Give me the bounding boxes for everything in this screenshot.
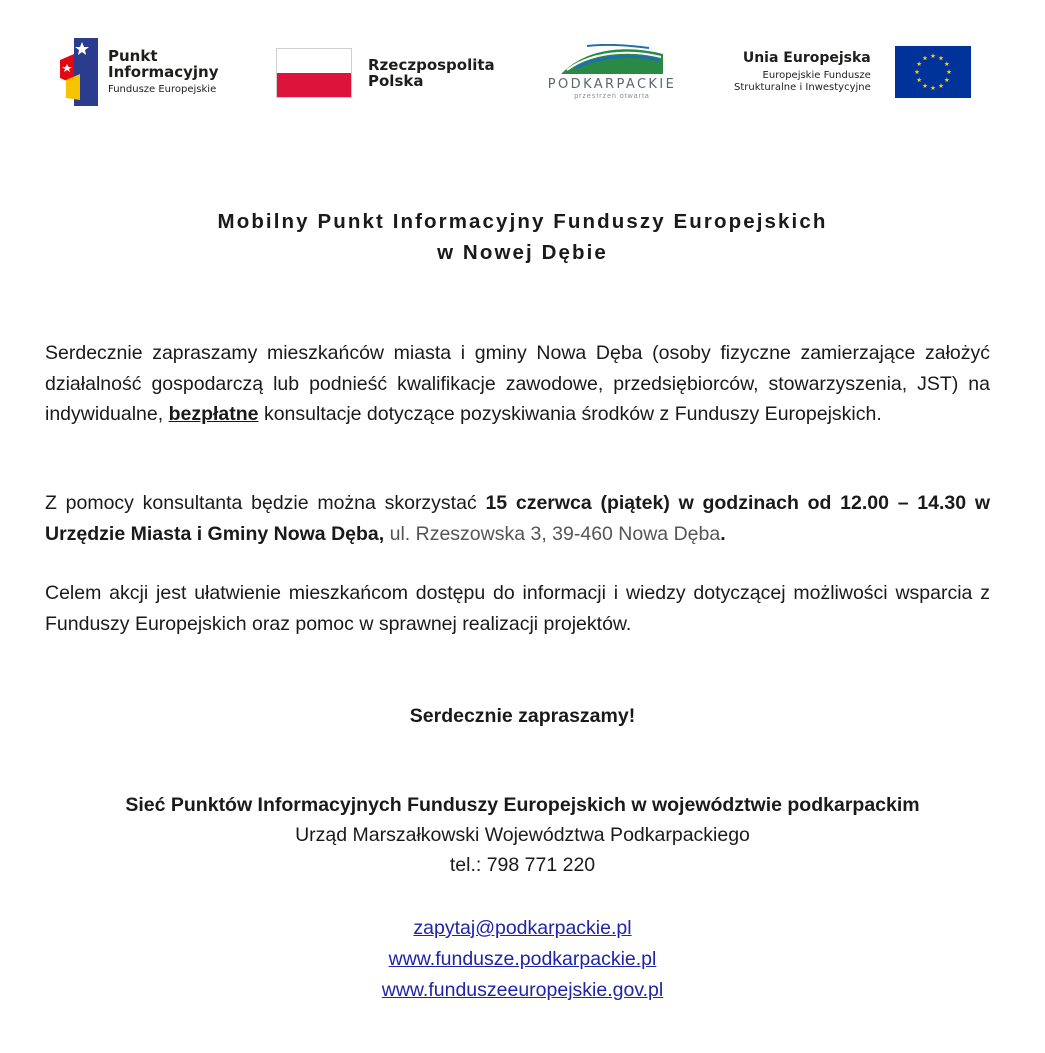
closing-invitation: Serdecznie zapraszamy! xyxy=(409,705,636,727)
unia-europejska-text xyxy=(734,50,871,94)
contact-footer xyxy=(0,790,1045,880)
unia-europejska-label: Unia Europejska xyxy=(742,50,871,67)
strukturalne-label: Strukturalne i Inwestycyjne xyxy=(734,81,871,93)
schedule-end-dot: . xyxy=(720,522,726,545)
polska-label: Polska xyxy=(368,72,424,90)
europejskie-fundusze-label: Europejskie Fundusze xyxy=(762,69,871,81)
email-link[interactable]: zapytaj@podkarpackie.pl xyxy=(413,917,632,939)
schedule-date-place: 15 czerwca (piątek) w godzinach od 12.00 – 14.30 w Urzędzie Miasta i Gminy Nowa Dęba, xyxy=(45,492,990,545)
schedule-paragraph xyxy=(45,488,990,549)
unia-europejska-logo xyxy=(734,46,971,98)
fundusze-podkarpackie-link[interactable]: www.fundusze.podkarpackie.pl xyxy=(388,948,657,970)
fundusze-europejskie-label: Fundusze Europejskie xyxy=(108,83,217,95)
podkarpackie-tagline: przestrzeń otwarta xyxy=(574,93,650,100)
schedule-address: ul. Rzeszowska 3, 39-460 Nowa Dęba xyxy=(384,522,721,545)
office-name: Urząd Marszałkowski Województwa Podkarpackiego xyxy=(295,824,750,846)
punkt-informacyjny-text xyxy=(108,49,219,95)
rzeczpospolita-polska-text xyxy=(368,57,495,90)
rzeczpospolita-label: Rzeczpospolita xyxy=(368,55,495,74)
contact-links xyxy=(0,913,1045,1006)
punkt-label: Punkt xyxy=(108,47,158,65)
podkarpackie-mountains-icon xyxy=(557,44,667,74)
podkarpackie-label: PODKARPACKIE xyxy=(547,77,677,92)
phone-number: tel.: 798 771 220 xyxy=(449,854,596,876)
invitation-text-end: konsultacje dotyczące pozyskiwania środków z Funduszy Europejskich. xyxy=(258,403,882,425)
title-line-2: w Nowej Dębie xyxy=(437,241,608,264)
polish-flag-icon xyxy=(276,48,352,98)
page-title xyxy=(0,206,1045,268)
invitation-paragraph xyxy=(45,338,990,430)
network-name: Sieć Punktów Informacyjnych Funduszy Europejskich w województwie podkarpackim xyxy=(125,794,920,816)
podkarpackie-logo xyxy=(536,44,688,104)
eu-flag-icon xyxy=(895,46,971,98)
fundusze-europejskie-emblem-icon xyxy=(58,38,98,106)
rzeczpospolita-polska-logo xyxy=(276,48,495,98)
title-line-1: Mobilny Punkt Informacyjny Funduszy Europejskich xyxy=(217,210,828,233)
informacyjny-label: Informacyjny xyxy=(108,62,219,81)
goal-paragraph: Celem akcji jest ułatwienie mieszkańcom dostępu do informacji i wiedzy dotyczącej możliwości wsparcia z Funduszy Europejskich oraz pomoc w sprawnej realizacji projektów. xyxy=(45,582,990,635)
invitation-text: Serdecznie zapraszamy mieszkańców miasta i gminy Nowa Dęba (osoby fizyczne zamierzające założyć działalność gospodarczą lub podnieść kwalifikacje zawodowe, przedsiębiorców, stowarzyszenia, JST) na indywidualne, xyxy=(45,342,990,425)
punkt-informacyjny-logo xyxy=(58,38,219,106)
schedule-text: Z pomocy konsultanta będzie można skorzystać xyxy=(45,492,486,514)
funduszeeuropejskie-link[interactable]: www.funduszeeuropejskie.gov.pl xyxy=(381,979,664,1001)
free-emphasis: bezpłatne xyxy=(168,403,259,425)
logo-bar xyxy=(0,0,1045,130)
